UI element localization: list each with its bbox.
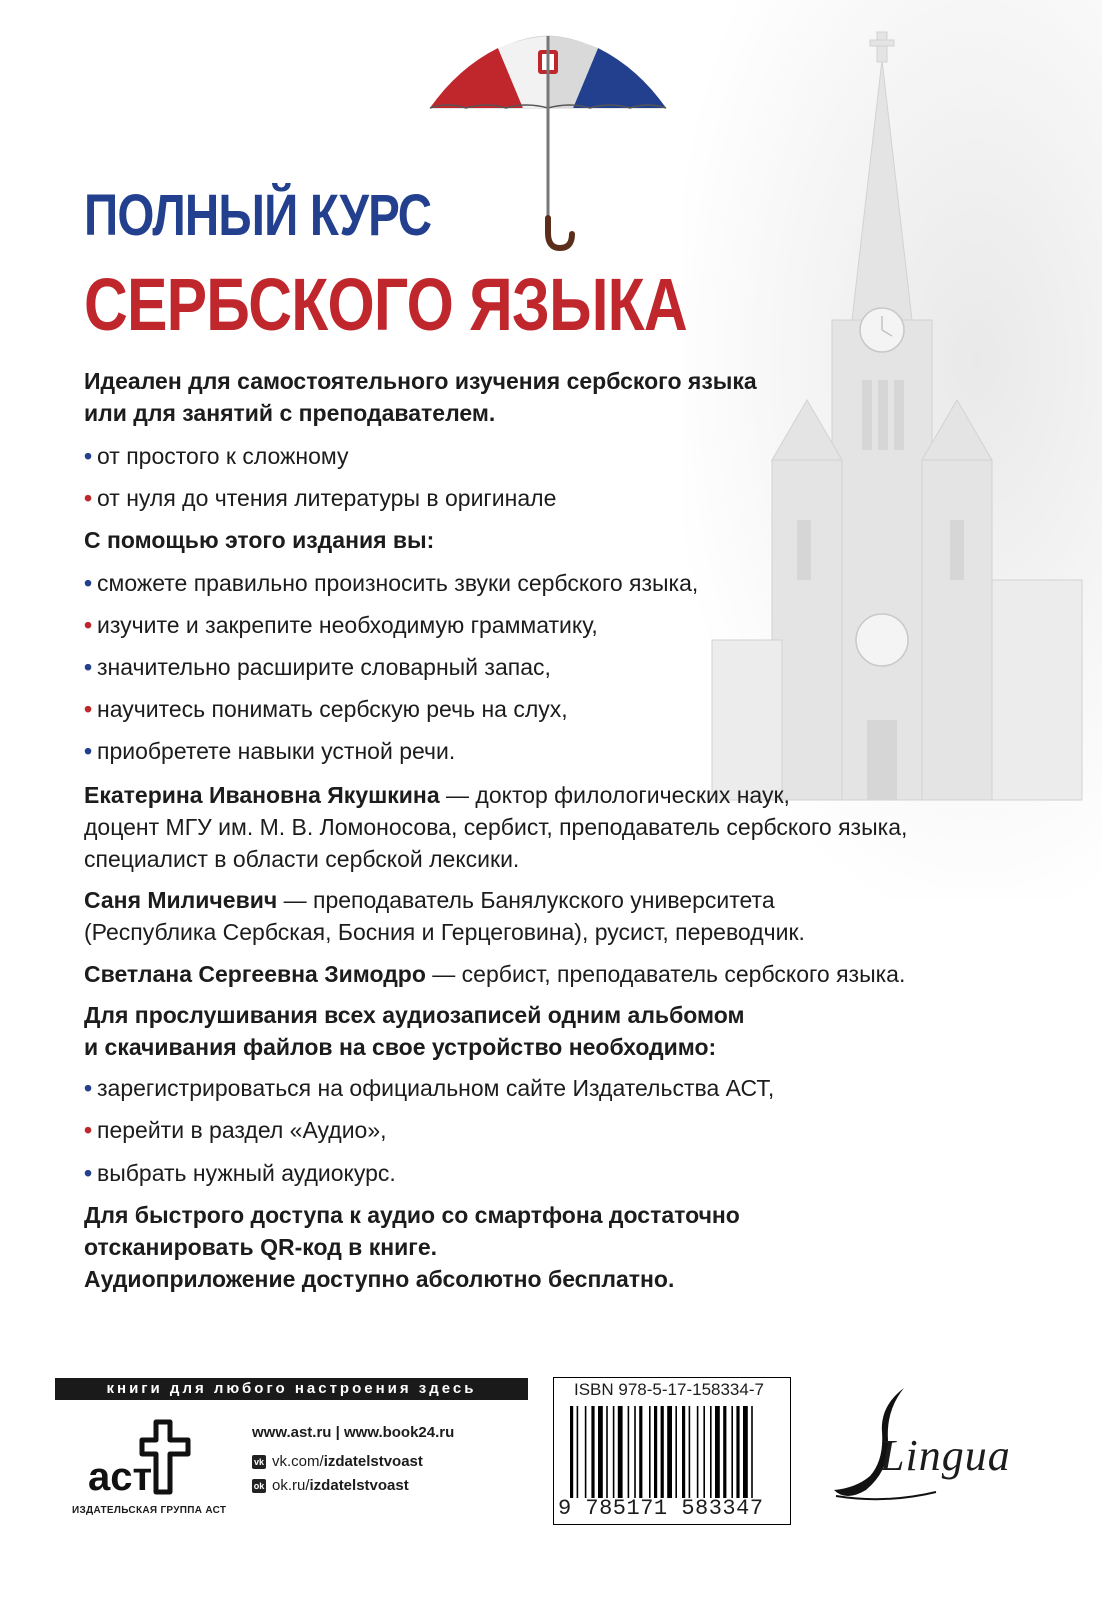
list-item: • от простого к сложному (84, 440, 349, 472)
author-name: Саня Миличевич (84, 887, 278, 913)
audio-heading: Для прослушивания всех аудиозаписей одним альбомом и скачивания файлов на свое устройство необходимо: (84, 1002, 745, 1060)
bullet-icon: • (84, 654, 93, 680)
author-bio: Екатерина Ивановна Якушкина — доктор филологических наук, доцент МГУ им. М. В. Ломоносова, сербист, преподаватель сербского языка, специалист в области сербской лексики. (84, 782, 908, 872)
barcode-digits: 9 785171 583347 (558, 1496, 764, 1521)
list-item: • научитесь понимать сербскую речь на слух, (84, 693, 568, 725)
publisher-caption: ИЗДАТЕЛЬСКАЯ ГРУППА АСТ (72, 1505, 227, 1516)
title-line-1: ПОЛНЫЙ КУРС (84, 183, 432, 248)
intro-line-1: Идеален для самостоятельного изучения сербского языка (84, 368, 757, 394)
website-links[interactable]: www.ast.ru | www.book24.ru (252, 1424, 455, 1441)
title-line-2: СЕРБСКОГО ЯЗЫКА (84, 263, 687, 346)
vk-icon: vk (253, 1456, 264, 1467)
qr-note: Для быстрого доступа к аудио со смартфона достаточно отсканировать QR-код в книге. Аудиоприложение доступно абсолютно бесплатно. (84, 1202, 740, 1292)
list-item: • выбрать нужный аудиокурс. (84, 1157, 396, 1189)
author-bio: Саня Миличевич — преподаватель Банялукского университета (Республика Сербская, Босния и Герцеговина), русист, переводчик. (84, 887, 805, 945)
bullet-icon: • (84, 696, 93, 722)
list-item: • зарегистрироваться на официальном сайте Издательства АСТ, (84, 1072, 774, 1104)
barcode-bars (570, 1406, 778, 1498)
list-item: • значительно расширите словарный запас, (84, 651, 551, 683)
bullet-icon: • (84, 485, 93, 511)
vk-link[interactable]: vk vk.com/ izdatelstvoast (253, 1453, 423, 1470)
list-item: • сможете правильно произносить звуки сербского языка, (84, 567, 698, 599)
bullet-icon: • (84, 1117, 93, 1143)
ok-link[interactable]: ok ok.ru/ izdatelstvoast (253, 1477, 409, 1494)
bullet-icon: • (84, 570, 93, 596)
list-item: • перейти в раздел «Аудио», (84, 1114, 387, 1146)
list-item: • приобретете навыки устной речи. (84, 735, 455, 767)
ok-icon: ok (253, 1480, 265, 1491)
slogan-banner: книги для любого настроения здесь (55, 1378, 528, 1400)
bullet-icon: • (84, 612, 93, 638)
lingua-imprint: Lingua (880, 1431, 1011, 1480)
cathedral-illustration (682, 20, 1102, 840)
barcode (553, 1377, 791, 1525)
svg-text:аст: аст (88, 1455, 153, 1499)
author-name: Светлана Сергеевна Зимодро (84, 961, 426, 987)
author-name: Екатерина Ивановна Якушкина (84, 782, 440, 808)
umbrella-illustration (428, 28, 668, 258)
bullet-icon: • (84, 738, 93, 764)
list-item: • от нуля до чтения литературы в оригинале (84, 482, 556, 514)
isbn-number: ISBN 978-5-17-158334-7 (574, 1380, 764, 1399)
bullet-icon: • (84, 1075, 93, 1101)
author-bio: Светлана Сергеевна Зимодро — сербист, преподаватель сербского языка. (84, 961, 906, 987)
bullet-icon: • (84, 443, 93, 469)
ast-logo (84, 1412, 214, 1502)
intro-text (84, 365, 984, 429)
bullet-icon: • (84, 1160, 93, 1186)
benefits-heading: С помощью этого издания вы: (84, 527, 435, 553)
intro-line-2: или для занятий с преподавателем. (84, 400, 496, 426)
list-item: • изучите и закрепите необходимую грамматику, (84, 609, 598, 641)
